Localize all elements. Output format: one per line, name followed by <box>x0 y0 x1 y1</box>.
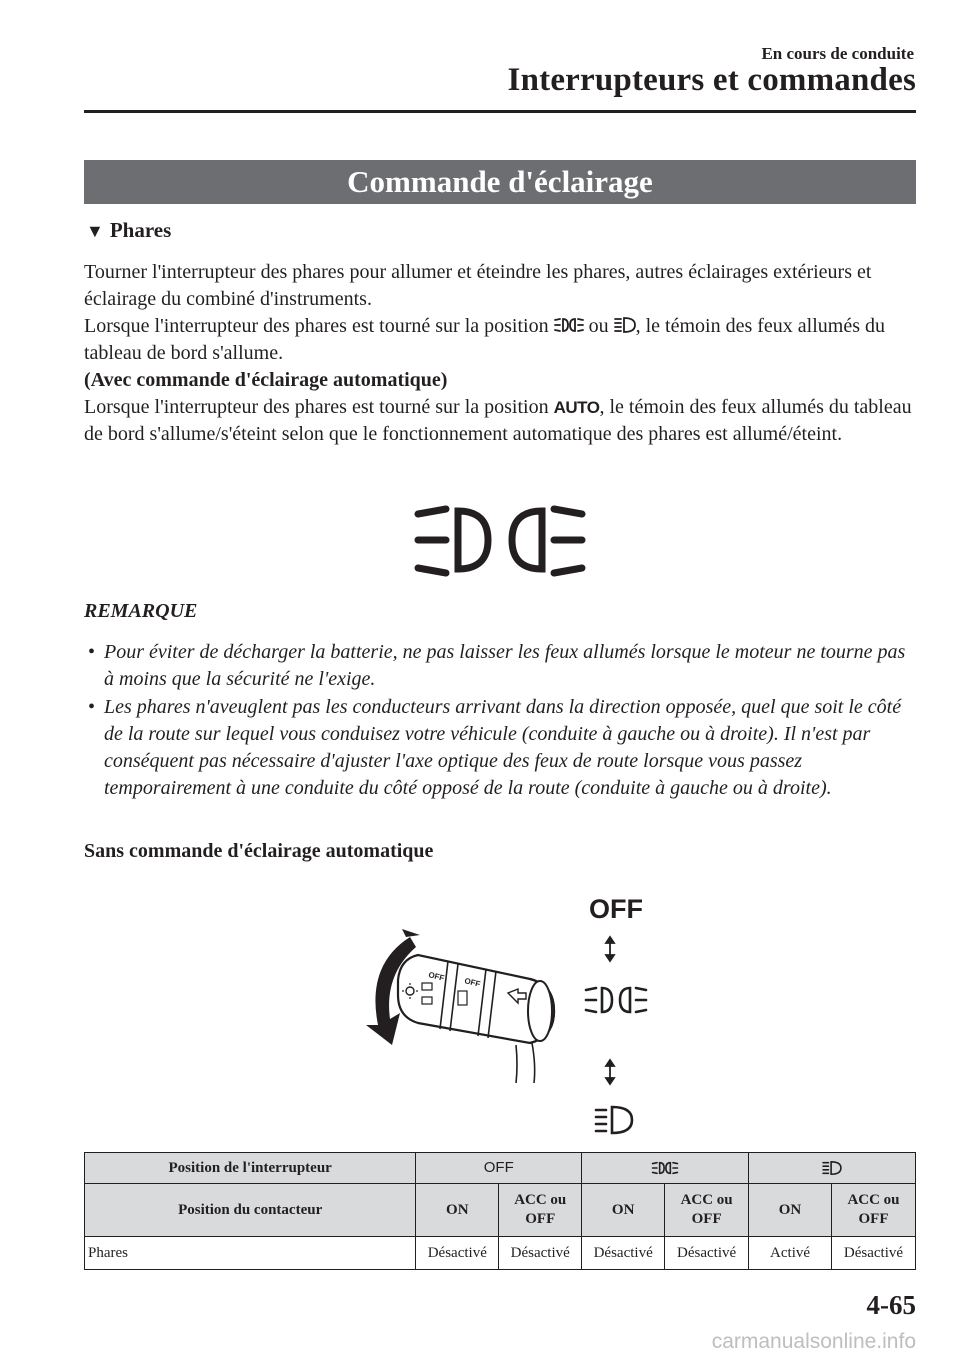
table-row <box>85 1184 916 1237</box>
headlight-switch-diagram <box>340 885 660 1150</box>
table-cell: Activé <box>749 1237 832 1270</box>
table-cell: Désactivé <box>416 1237 499 1270</box>
watermark: carmanualsonline.info <box>711 1330 916 1353</box>
headlights-icon <box>821 1160 843 1176</box>
paragraph-intro: Tourner l'interrupteur des phares pour allumer et éteindre les phares, autres éclairages extérieurs et éclairage du combiné d'instruments. <box>84 261 872 310</box>
paragraph-position-text-a: Lorsque l'interrupteur des phares est tourné sur la position <box>84 315 549 337</box>
remark-item <box>84 694 914 802</box>
paragraph-auto-text-a: Lorsque l'interrupteur des phares est tourné sur la position <box>84 396 549 418</box>
table-header-parking <box>582 1153 749 1184</box>
remark-list <box>84 639 914 803</box>
header-rule <box>84 110 916 113</box>
bullet-dot-icon: • <box>88 641 96 663</box>
diagram-off-label: OFF <box>589 894 643 924</box>
parking-lights-icon <box>650 1160 680 1176</box>
table-header-switch-position: Position de l'interrupteur <box>85 1153 416 1184</box>
remark-item <box>84 639 914 693</box>
remark-title: REMARQUE <box>84 600 198 622</box>
parking-lights-icon <box>554 316 584 334</box>
diagram-headlights-icon <box>596 1107 632 1133</box>
table-row-label-headlights: Phares <box>85 1237 416 1270</box>
table-header-ignition-position: Position du contacteur <box>85 1184 416 1237</box>
running-header-section: En cours de conduite <box>761 44 914 63</box>
table-cell: Désactivé <box>499 1237 582 1270</box>
lever-off-label-2: OFF <box>463 976 482 989</box>
triangle-bullet-icon: ▼ <box>86 221 104 241</box>
table-cell: Désactivé <box>831 1237 915 1270</box>
paragraph-auto <box>84 394 924 448</box>
table-cell: ACC ou OFF <box>499 1184 582 1237</box>
lever-off-label-1: OFF <box>427 970 446 983</box>
table-cell: ON <box>416 1184 499 1237</box>
running-header-title: Interrupteurs et commandes <box>507 62 916 98</box>
table-cell: ACC ou OFF <box>665 1184 749 1237</box>
headlights-icon <box>614 316 636 334</box>
table-cell: ACC ou OFF <box>831 1184 915 1237</box>
auto-symbol: AUTO <box>553 398 600 417</box>
table-header-off <box>416 1153 582 1184</box>
table-header-headlights <box>749 1153 916 1184</box>
paragraph-position-text-b: , le témoin des feux allumés du tableau de bord s'allume. <box>84 315 885 364</box>
bullet-dot-icon: • <box>88 696 96 718</box>
table-row <box>85 1153 916 1184</box>
auto-lighting-heading: (Avec commande d'éclairage automatique) <box>84 369 448 391</box>
table-cell: Désactivé <box>665 1237 749 1270</box>
remark-item-text: Pour éviter de décharger la batterie, ne pas laisser les feux allumés lorsque le moteur ne tourne pas à moins que la sécurité ne l'exige. <box>104 641 906 690</box>
table-cell: ON <box>749 1184 832 1237</box>
table-cell: ON <box>582 1184 665 1237</box>
page-number: 4-65 <box>866 1290 916 1320</box>
remark-item-text: Les phares n'aveuglent pas les conducteurs arrivant dans la direction opposée, quel que soit le côté de la route sur lequel vous conduisez votre véhicule (conduite à gauche ou à droite). Il n'est par conséquent pas nécessaire d'ajuster l'axe optique des feux de route lorsque vous passez temporairement à une conduite du côté opposé de la route (conduite à gauche ou à droite). <box>104 696 902 799</box>
section-heading <box>86 218 171 243</box>
section-heading-text: Phares <box>109 218 172 242</box>
table-header-off-text: OFF <box>483 1159 514 1176</box>
sub-heading-no-auto: Sans commande d'éclairage automatique <box>84 840 434 862</box>
table-row <box>85 1237 916 1270</box>
paragraph-position-or: ou <box>588 315 609 337</box>
switch-position-table <box>84 1152 916 1270</box>
paragraph-position <box>84 313 924 367</box>
diagram-parking-lights-icon <box>586 988 646 1012</box>
lights-on-indicator-icon <box>412 500 588 580</box>
paragraph-auto-text-b: , le témoin des feux allumés du tableau de bord s'allume/s'éteint selon que le fonctionnement automatique des phares est allumé/éteint. <box>84 396 912 445</box>
table-cell: Désactivé <box>582 1237 665 1270</box>
chapter-banner: Commande d'éclairage <box>84 160 916 204</box>
